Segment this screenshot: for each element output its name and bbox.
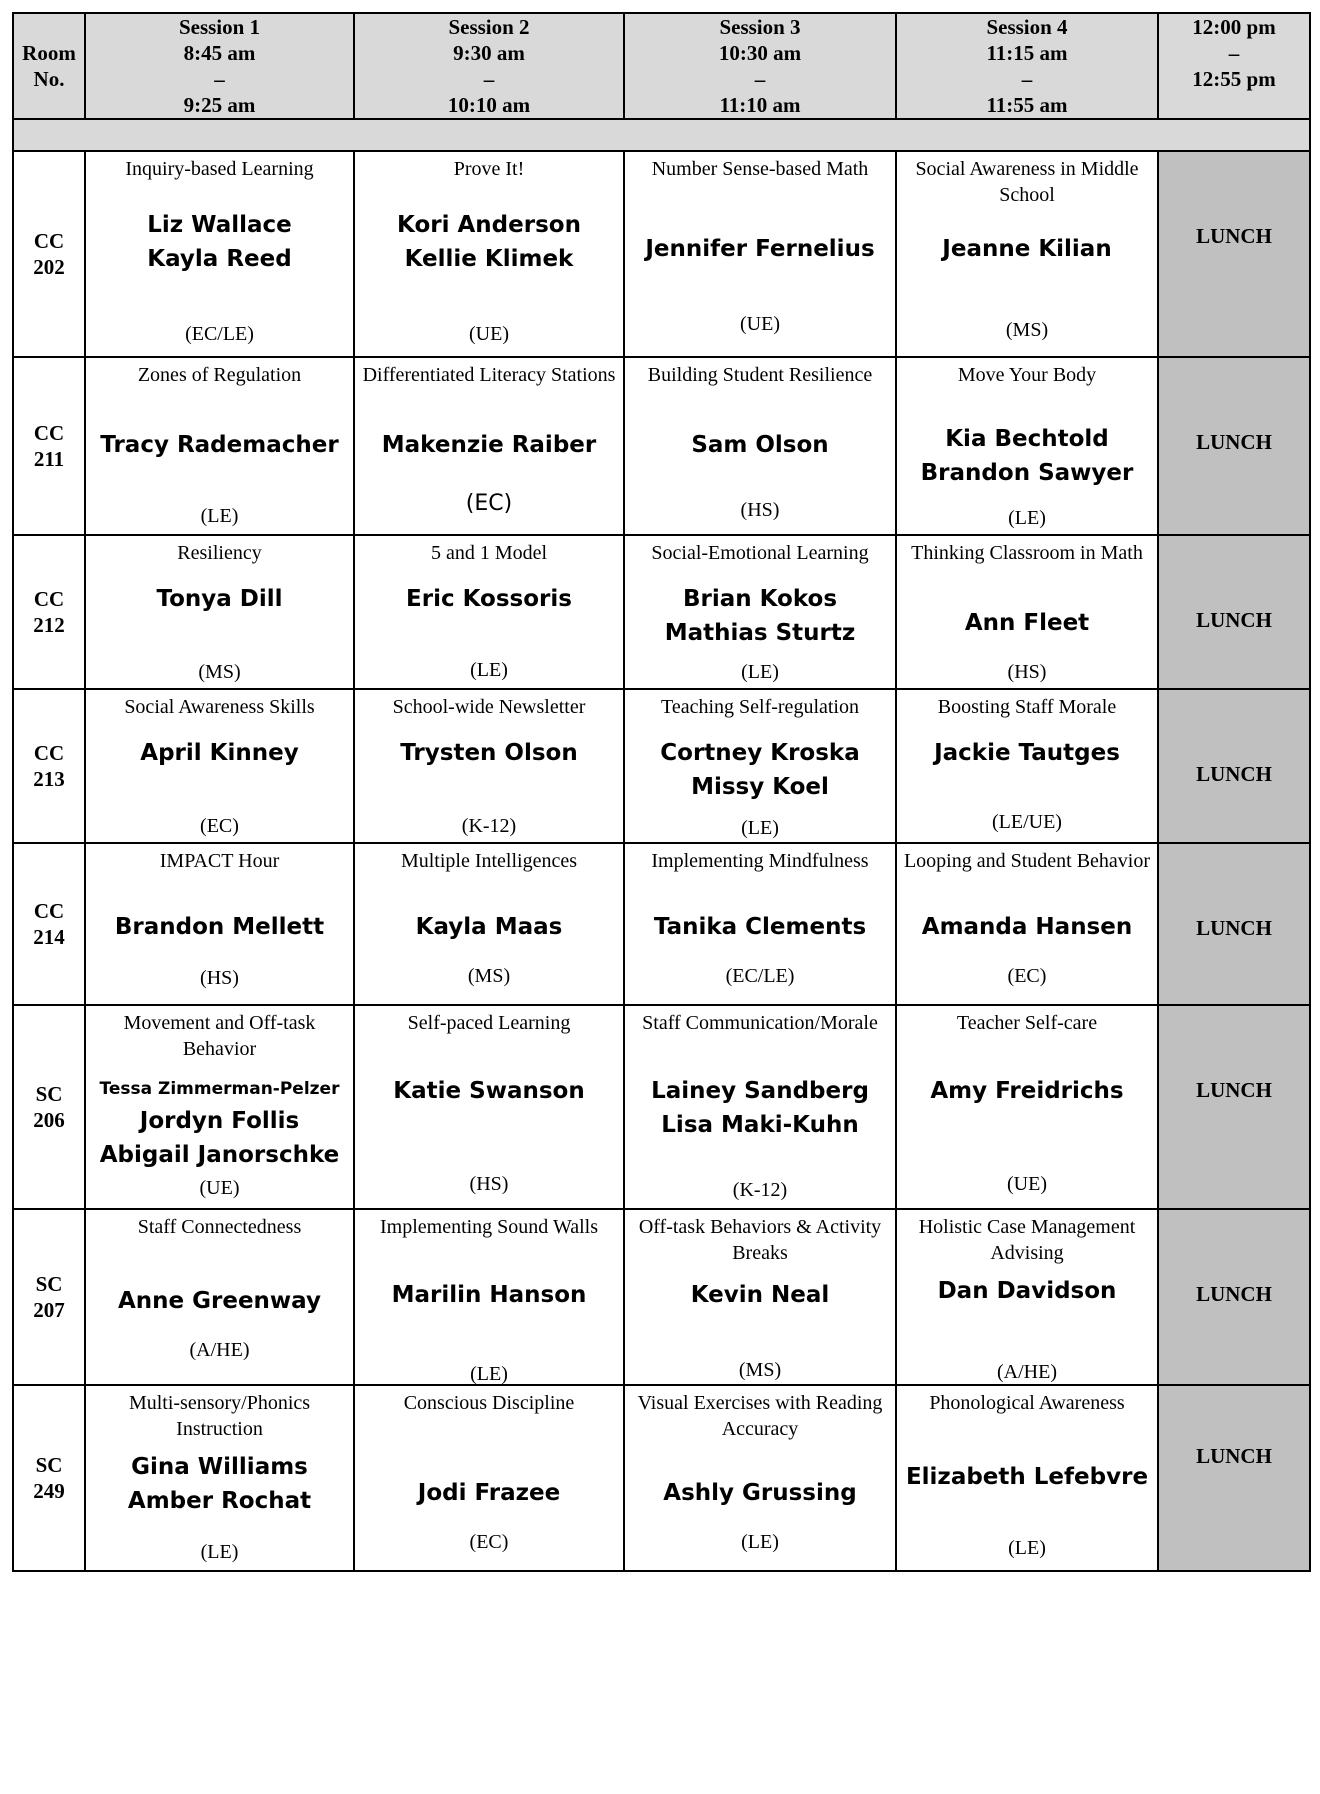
lunch-label: LUNCH [1196, 430, 1272, 454]
room-number-part: SC [35, 1082, 63, 1106]
session-cell [896, 1209, 1158, 1385]
presenter-name: Ann Fleet [964, 610, 1090, 636]
presenter-name: Amanda Hansen [921, 914, 1133, 940]
grade-level: (LE) [200, 1541, 239, 1563]
session-3-header [624, 13, 896, 119]
session-title: Zones of Regulation [137, 364, 302, 386]
grade-level: (UE) [740, 313, 780, 335]
grade-level: (UE) [469, 323, 509, 345]
presenter-name: Abigail Janorschke [99, 1142, 340, 1168]
presenter-name: Tonya Dill [156, 586, 283, 612]
presenter-name: Elizabeth Lefebvre [905, 1464, 1149, 1490]
presenter-list [629, 232, 891, 266]
grade-level: (LE/UE) [992, 811, 1062, 833]
session-dash: – [483, 67, 495, 91]
room-number-part: 212 [33, 613, 65, 637]
session-cell [896, 357, 1158, 535]
presenter-list [901, 910, 1153, 944]
spacer-band [13, 119, 1310, 151]
presenter-name: Jordyn Follis [139, 1108, 300, 1134]
session-start: 8:45 am [183, 41, 256, 65]
presenter-list [629, 910, 891, 944]
room-number-part: CC [33, 587, 65, 611]
session-cell [896, 1385, 1158, 1571]
lunch-cell [1158, 1385, 1310, 1571]
session-start: 10:30 am [718, 41, 802, 65]
room-number-cell [13, 357, 85, 535]
session-title: Off-task Behaviors & Activity Breaks [638, 1216, 882, 1264]
lunch-label: LUNCH [1196, 224, 1272, 248]
presenter-list [359, 910, 619, 944]
session-cell [354, 1385, 624, 1571]
presenter-name: Kevin Neal [690, 1282, 830, 1308]
presenter-name: Trysten Olson [400, 740, 578, 766]
grade-level: (EC) [465, 491, 513, 516]
room-row-cc212 [13, 535, 1310, 689]
presenter-list [901, 1274, 1153, 1308]
grade-level: (MS) [1005, 319, 1049, 341]
grade-level: (EC) [469, 1531, 509, 1553]
header-row [13, 13, 1310, 119]
presenter-name: Kori Anderson [397, 212, 581, 238]
grade-level: (EC) [1007, 965, 1047, 987]
presenter-name: Kayla Reed [147, 246, 292, 272]
presenter-name: April Kinney [140, 740, 299, 766]
presenter-list [90, 428, 349, 462]
presenter-list [359, 1476, 619, 1510]
session-dash: – [214, 67, 225, 91]
grade-level: (A/HE) [997, 1361, 1057, 1383]
room-row-cc211 [13, 357, 1310, 535]
presenter-list [90, 208, 349, 276]
session-dash: – [1021, 67, 1033, 91]
session-cell [354, 151, 624, 357]
grade-level: (HS) [200, 967, 239, 989]
lunch-cell [1158, 357, 1310, 535]
room-number-cell [13, 1209, 85, 1385]
presenter-list [90, 1450, 349, 1518]
room-header-line1: Room [22, 41, 76, 65]
session-title: Multi-sensory/Phonics Instruction [128, 1392, 311, 1440]
grade-level: (LE) [470, 1363, 508, 1385]
presenter-list [901, 422, 1153, 490]
lunch-label: LUNCH [1196, 1282, 1272, 1306]
lunch-label: LUNCH [1196, 762, 1272, 786]
lunch-cell [1158, 1005, 1310, 1209]
grade-level: (EC) [200, 815, 239, 837]
presenter-list [629, 736, 891, 804]
session-name: Session 1 [178, 15, 261, 39]
session-end: 11:55 am [986, 93, 1068, 117]
presenter-list [90, 736, 349, 770]
session-title: Thinking Classroom in Math [911, 542, 1143, 564]
header-spacer-row [13, 119, 1310, 151]
room-number-cell [13, 1385, 85, 1571]
session-schedule-table [12, 12, 1311, 1572]
presenter-name: Kayla Maas [415, 914, 563, 940]
presenter-name: Jodi Frazee [417, 1480, 561, 1506]
presenter-name: Brandon Mellett [114, 914, 325, 940]
presenter-list [359, 736, 619, 770]
lunch-start: 12:00 pm [1192, 15, 1276, 39]
lunch-cell [1158, 689, 1310, 843]
presenter-name: Cortney Kroska [660, 740, 860, 766]
room-row-cc213 [13, 689, 1310, 843]
session-cell [624, 843, 896, 1005]
presenter-list [359, 582, 619, 616]
room-row-cc202 [13, 151, 1310, 357]
presenter-name: Brandon Sawyer [920, 460, 1134, 486]
room-number-part: CC [33, 741, 65, 765]
session-cell [624, 1209, 896, 1385]
session-cell [624, 357, 896, 535]
session-title: Holistic Case Management Advising [918, 1216, 1136, 1264]
lunch-label: LUNCH [1196, 916, 1272, 940]
session-cell [85, 357, 354, 535]
room-row-cc214 [13, 843, 1310, 1005]
session-title: Building Student Resilience [647, 364, 873, 386]
lunch-label: LUNCH [1196, 1444, 1272, 1468]
presenter-list [629, 582, 891, 650]
room-row-sc207 [13, 1209, 1310, 1385]
room-number-part: CC [33, 421, 65, 445]
session-name: Session 3 [719, 15, 801, 39]
presenter-name: Marilin Hanson [391, 1282, 587, 1308]
grade-level: (LE) [1008, 507, 1046, 529]
session-cell [624, 689, 896, 843]
presenter-name: Jennifer Fernelius [645, 236, 875, 262]
session-cell [896, 151, 1158, 357]
session-cell [85, 1385, 354, 1571]
presenter-name: Makenzie Raiber [381, 432, 597, 458]
room-header-line2: No. [33, 67, 65, 91]
presenter-name: Lainey Sandberg [651, 1078, 869, 1104]
session-cell [85, 689, 354, 843]
session-title: Social-Emotional Learning [651, 542, 869, 564]
presenter-list [359, 428, 619, 462]
grade-level: (HS) [1007, 661, 1047, 683]
presenter-name: Eric Kossoris [406, 586, 572, 612]
session-name: Session 2 [448, 15, 530, 39]
room-number-cell [13, 535, 85, 689]
room-number-cell [13, 843, 85, 1005]
room-row-sc206 [13, 1005, 1310, 1209]
session-cell [624, 1385, 896, 1571]
presenter-name: Lisa Maki-Kuhn [661, 1112, 859, 1138]
grade-level: (HS) [469, 1173, 509, 1195]
session-title: Looping and Student Behavior [903, 850, 1151, 872]
grade-level: (LE) [200, 505, 239, 527]
presenter-list [359, 208, 619, 276]
session-cell [85, 151, 354, 357]
grade-level: (K-12) [461, 815, 517, 837]
session-title: 5 and 1 Model [430, 542, 548, 564]
session-end: 11:10 am [719, 93, 801, 117]
session-name: Session 4 [986, 15, 1068, 39]
grade-level: (UE) [1007, 1173, 1047, 1195]
lunch-cell [1158, 1209, 1310, 1385]
session-title: Staff Communication/Morale [642, 1012, 878, 1034]
presenter-name: Ashly Grussing [663, 1480, 857, 1506]
presenter-list [90, 582, 349, 616]
room-row-sc249 [13, 1385, 1310, 1571]
session-start: 11:15 am [986, 41, 1068, 65]
presenter-list [629, 1278, 891, 1312]
presenter-name: Dan Davidson [937, 1278, 1117, 1304]
session-title: Teaching Self-regulation [661, 696, 859, 718]
presenter-list [629, 428, 891, 462]
presenter-name: Amy Freidrichs [930, 1078, 1124, 1104]
session-title: Move Your Body [957, 364, 1097, 386]
grade-level: (EC/LE) [185, 323, 254, 345]
presenter-name: Tessa Zimmerman-Pelzer [99, 1079, 340, 1099]
grade-level: (UE) [199, 1177, 240, 1199]
session-title: Implementing Mindfulness [651, 850, 869, 872]
session-cell [624, 535, 896, 689]
presenter-name: Liz Wallace [147, 212, 292, 238]
presenter-name: Jackie Tautges [934, 740, 1120, 766]
grade-level: (LE) [470, 659, 508, 681]
grade-level: (LE) [741, 817, 779, 839]
session-cell [85, 843, 354, 1005]
presenter-name: Tanika Clements [653, 914, 867, 940]
session-dash: – [754, 67, 766, 91]
session-cell [85, 1005, 354, 1209]
session-title: Multiple Intelligences [400, 850, 578, 872]
grade-level: (LE) [741, 661, 779, 683]
session-title: Staff Connectedness [137, 1216, 302, 1238]
room-number-part: 214 [33, 925, 65, 949]
lunch-end: 12:55 pm [1192, 67, 1276, 91]
presenter-name: Gina Williams [131, 1454, 308, 1480]
lunch-label: LUNCH [1196, 608, 1272, 632]
presenter-name: Brian Kokos [682, 586, 838, 612]
room-number-part: CC [33, 899, 65, 923]
room-number-part: 249 [33, 1479, 65, 1503]
presenter-name: Tracy Rademacher [100, 432, 339, 458]
presenter-name: Anne Greenway [117, 1288, 321, 1314]
presenter-name: Kellie Klimek [404, 246, 574, 272]
grade-level: (K-12) [732, 1179, 788, 1201]
session-cell [624, 1005, 896, 1209]
room-number-part: SC [35, 1272, 63, 1296]
room-number-cell [13, 689, 85, 843]
session-title: Boosting Staff Morale [937, 696, 1117, 718]
room-number-cell [13, 1005, 85, 1209]
session-title: Teacher Self-care [956, 1012, 1098, 1034]
session-cell [85, 535, 354, 689]
session-title: Inquiry-based Learning [125, 158, 314, 180]
session-2-header [354, 13, 624, 119]
session-end: 9:25 am [183, 93, 256, 117]
presenter-list [359, 1074, 619, 1108]
session-title: IMPACT Hour [159, 850, 280, 872]
grade-level: (EC/LE) [725, 965, 795, 987]
presenter-list [90, 1074, 349, 1172]
session-title: Social Awareness Skills [124, 696, 315, 718]
presenter-list [901, 232, 1153, 266]
grade-level: (MS) [738, 1359, 782, 1381]
session-cell [624, 151, 896, 357]
grade-level: (LE) [1008, 1537, 1046, 1559]
session-cell [896, 843, 1158, 1005]
session-title: Visual Exercises with Reading Accuracy [637, 1392, 883, 1440]
room-number-part: 202 [33, 255, 65, 279]
lunch-cell [1158, 843, 1310, 1005]
grade-level: (MS) [198, 661, 241, 683]
room-number-part: 213 [33, 767, 65, 791]
session-title: Prove It! [453, 158, 525, 180]
lunch-label: LUNCH [1196, 1078, 1272, 1102]
session-title: Conscious Discipline [403, 1392, 575, 1414]
schedule-sheet [12, 12, 1309, 1780]
room-number-part: 211 [33, 447, 65, 471]
session-cell [354, 1005, 624, 1209]
session-cell [354, 689, 624, 843]
session-title: Differentiated Literacy Stations [362, 364, 616, 386]
presenter-list [629, 1476, 891, 1510]
presenter-name: Missy Koel [691, 774, 829, 800]
session-cell [896, 1005, 1158, 1209]
presenter-name: Jeanne Kilian [942, 236, 1112, 262]
session-title: Implementing Sound Walls [379, 1216, 598, 1238]
session-title: Self-paced Learning [407, 1012, 571, 1034]
session-cell [85, 1209, 354, 1385]
presenter-name: Kia Bechtold [945, 426, 1109, 452]
room-number-part: 207 [33, 1298, 65, 1322]
grade-level: (LE) [741, 1531, 779, 1553]
session-cell [354, 535, 624, 689]
lunch-dash: – [1228, 41, 1240, 65]
presenter-name: Mathias Sturtz [664, 620, 856, 646]
presenter-list [901, 606, 1153, 640]
lunch-cell [1158, 151, 1310, 357]
session-title: School-wide Newsletter [392, 696, 586, 718]
schedule-body [13, 151, 1310, 1571]
session-cell [896, 535, 1158, 689]
session-title: Movement and Off-task Behavior [123, 1012, 316, 1060]
room-number-part: 206 [33, 1108, 65, 1132]
grade-level: (HS) [740, 499, 780, 521]
presenter-list [901, 736, 1153, 770]
room-number-header [13, 13, 85, 119]
lunch-slot-header [1158, 13, 1310, 119]
presenter-list [90, 1284, 349, 1318]
presenter-name: Sam Olson [691, 432, 829, 458]
presenter-name: Katie Swanson [393, 1078, 585, 1104]
session-title: Number Sense-based Math [651, 158, 869, 180]
session-cell [354, 843, 624, 1005]
session-cell [354, 1209, 624, 1385]
session-4-header [896, 13, 1158, 119]
session-end: 10:10 am [447, 93, 531, 117]
session-title: Phonological Awareness [929, 1392, 1125, 1414]
presenter-list [901, 1460, 1153, 1494]
room-number-cell [13, 151, 85, 357]
presenter-list [901, 1074, 1153, 1108]
session-title: Social Awareness in Middle School [915, 158, 1139, 206]
session-cell [354, 357, 624, 535]
presenter-list [359, 1278, 619, 1312]
lunch-cell [1158, 535, 1310, 689]
presenter-list [629, 1074, 891, 1142]
session-title: Resiliency [177, 542, 262, 564]
room-number-part: CC [33, 229, 65, 253]
session-1-header [85, 13, 354, 119]
presenter-list [90, 910, 349, 944]
room-number-part: SC [35, 1453, 63, 1477]
session-start: 9:30 am [453, 41, 525, 65]
grade-level: (MS) [467, 965, 511, 987]
grade-level: (A/HE) [189, 1339, 250, 1361]
presenter-name: Amber Rochat [127, 1488, 312, 1514]
session-cell [896, 689, 1158, 843]
